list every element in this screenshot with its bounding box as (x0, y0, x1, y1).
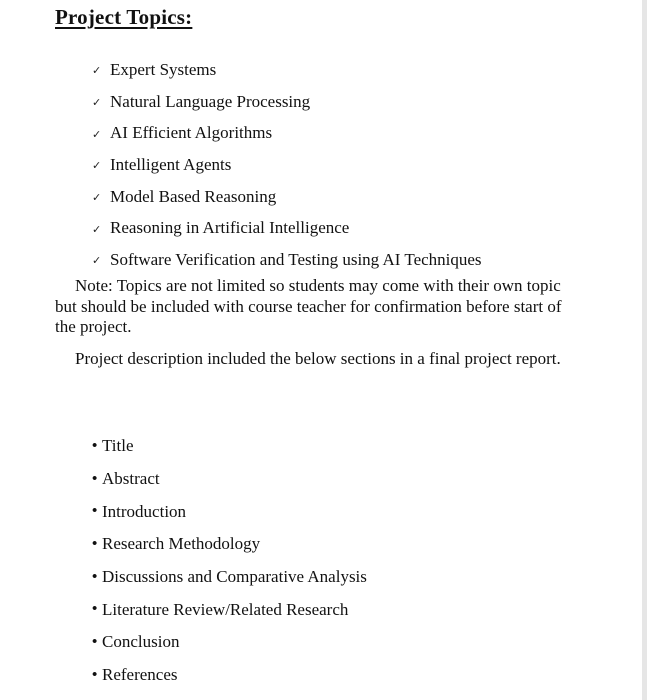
list-item (92, 593, 367, 626)
list-item (92, 117, 482, 149)
topic-label: AI Efficient Algorithms (110, 123, 273, 143)
list-item (92, 626, 367, 659)
bullet-icon: • (92, 666, 98, 683)
topic-label: Natural Language Processing (110, 91, 311, 111)
topic-label: Model Based Reasoning (110, 186, 277, 206)
list-item (92, 528, 367, 561)
note-paragraph: Note: Topics are not limited so students may come with their own topic but should be included with course teacher for confirmation before start of the project. (55, 276, 562, 336)
page-edge (642, 0, 647, 700)
checkmark-icon: ✓ (92, 191, 102, 205)
sections-list (92, 430, 367, 692)
topic-label: Expert Systems (110, 59, 217, 79)
list-item (92, 181, 482, 213)
section-label: Literature Review/Related Research (102, 599, 349, 619)
section-label: Conclusion (102, 632, 180, 652)
topics-list (92, 54, 482, 276)
bullet-icon: • (92, 503, 98, 520)
checkmark-icon: ✓ (92, 96, 102, 110)
checkmark-icon: ✓ (92, 127, 102, 141)
list-item (92, 54, 482, 86)
checkmark-icon: ✓ (92, 64, 102, 78)
bullet-icon: • (92, 633, 98, 650)
list-item (92, 463, 367, 496)
checkmark-icon: ✓ (92, 222, 102, 236)
section-label: Research Methodology (102, 534, 261, 554)
topic-label: Reasoning in Artificial Intelligence (110, 218, 350, 238)
list-item (92, 244, 482, 276)
section-label: Introduction (102, 501, 187, 521)
section-label: References (102, 665, 178, 685)
list-item (92, 561, 367, 594)
checkmark-icon: ✓ (92, 159, 102, 173)
list-item (92, 659, 367, 692)
list-item (92, 212, 482, 244)
bullet-icon: • (92, 535, 98, 552)
bullet-icon: • (92, 568, 98, 585)
section-label: Discussions and Comparative Analysis (102, 567, 367, 587)
section-label: Abstract (102, 469, 160, 489)
bullet-icon: • (92, 470, 98, 487)
topic-label: Software Verification and Testing using AI Techniques (110, 249, 482, 269)
list-item (92, 149, 482, 181)
list-item (92, 430, 367, 463)
list-item (92, 495, 367, 528)
bullet-icon: • (92, 437, 98, 454)
description-paragraph: Project description included the below sections in a final project report. (75, 349, 561, 368)
topic-label: Intelligent Agents (110, 154, 232, 174)
checkmark-icon: ✓ (92, 254, 102, 268)
list-item (92, 86, 482, 118)
page-title: Project Topics: (55, 5, 193, 29)
section-label: Title (102, 436, 134, 456)
bullet-icon: • (92, 601, 98, 618)
